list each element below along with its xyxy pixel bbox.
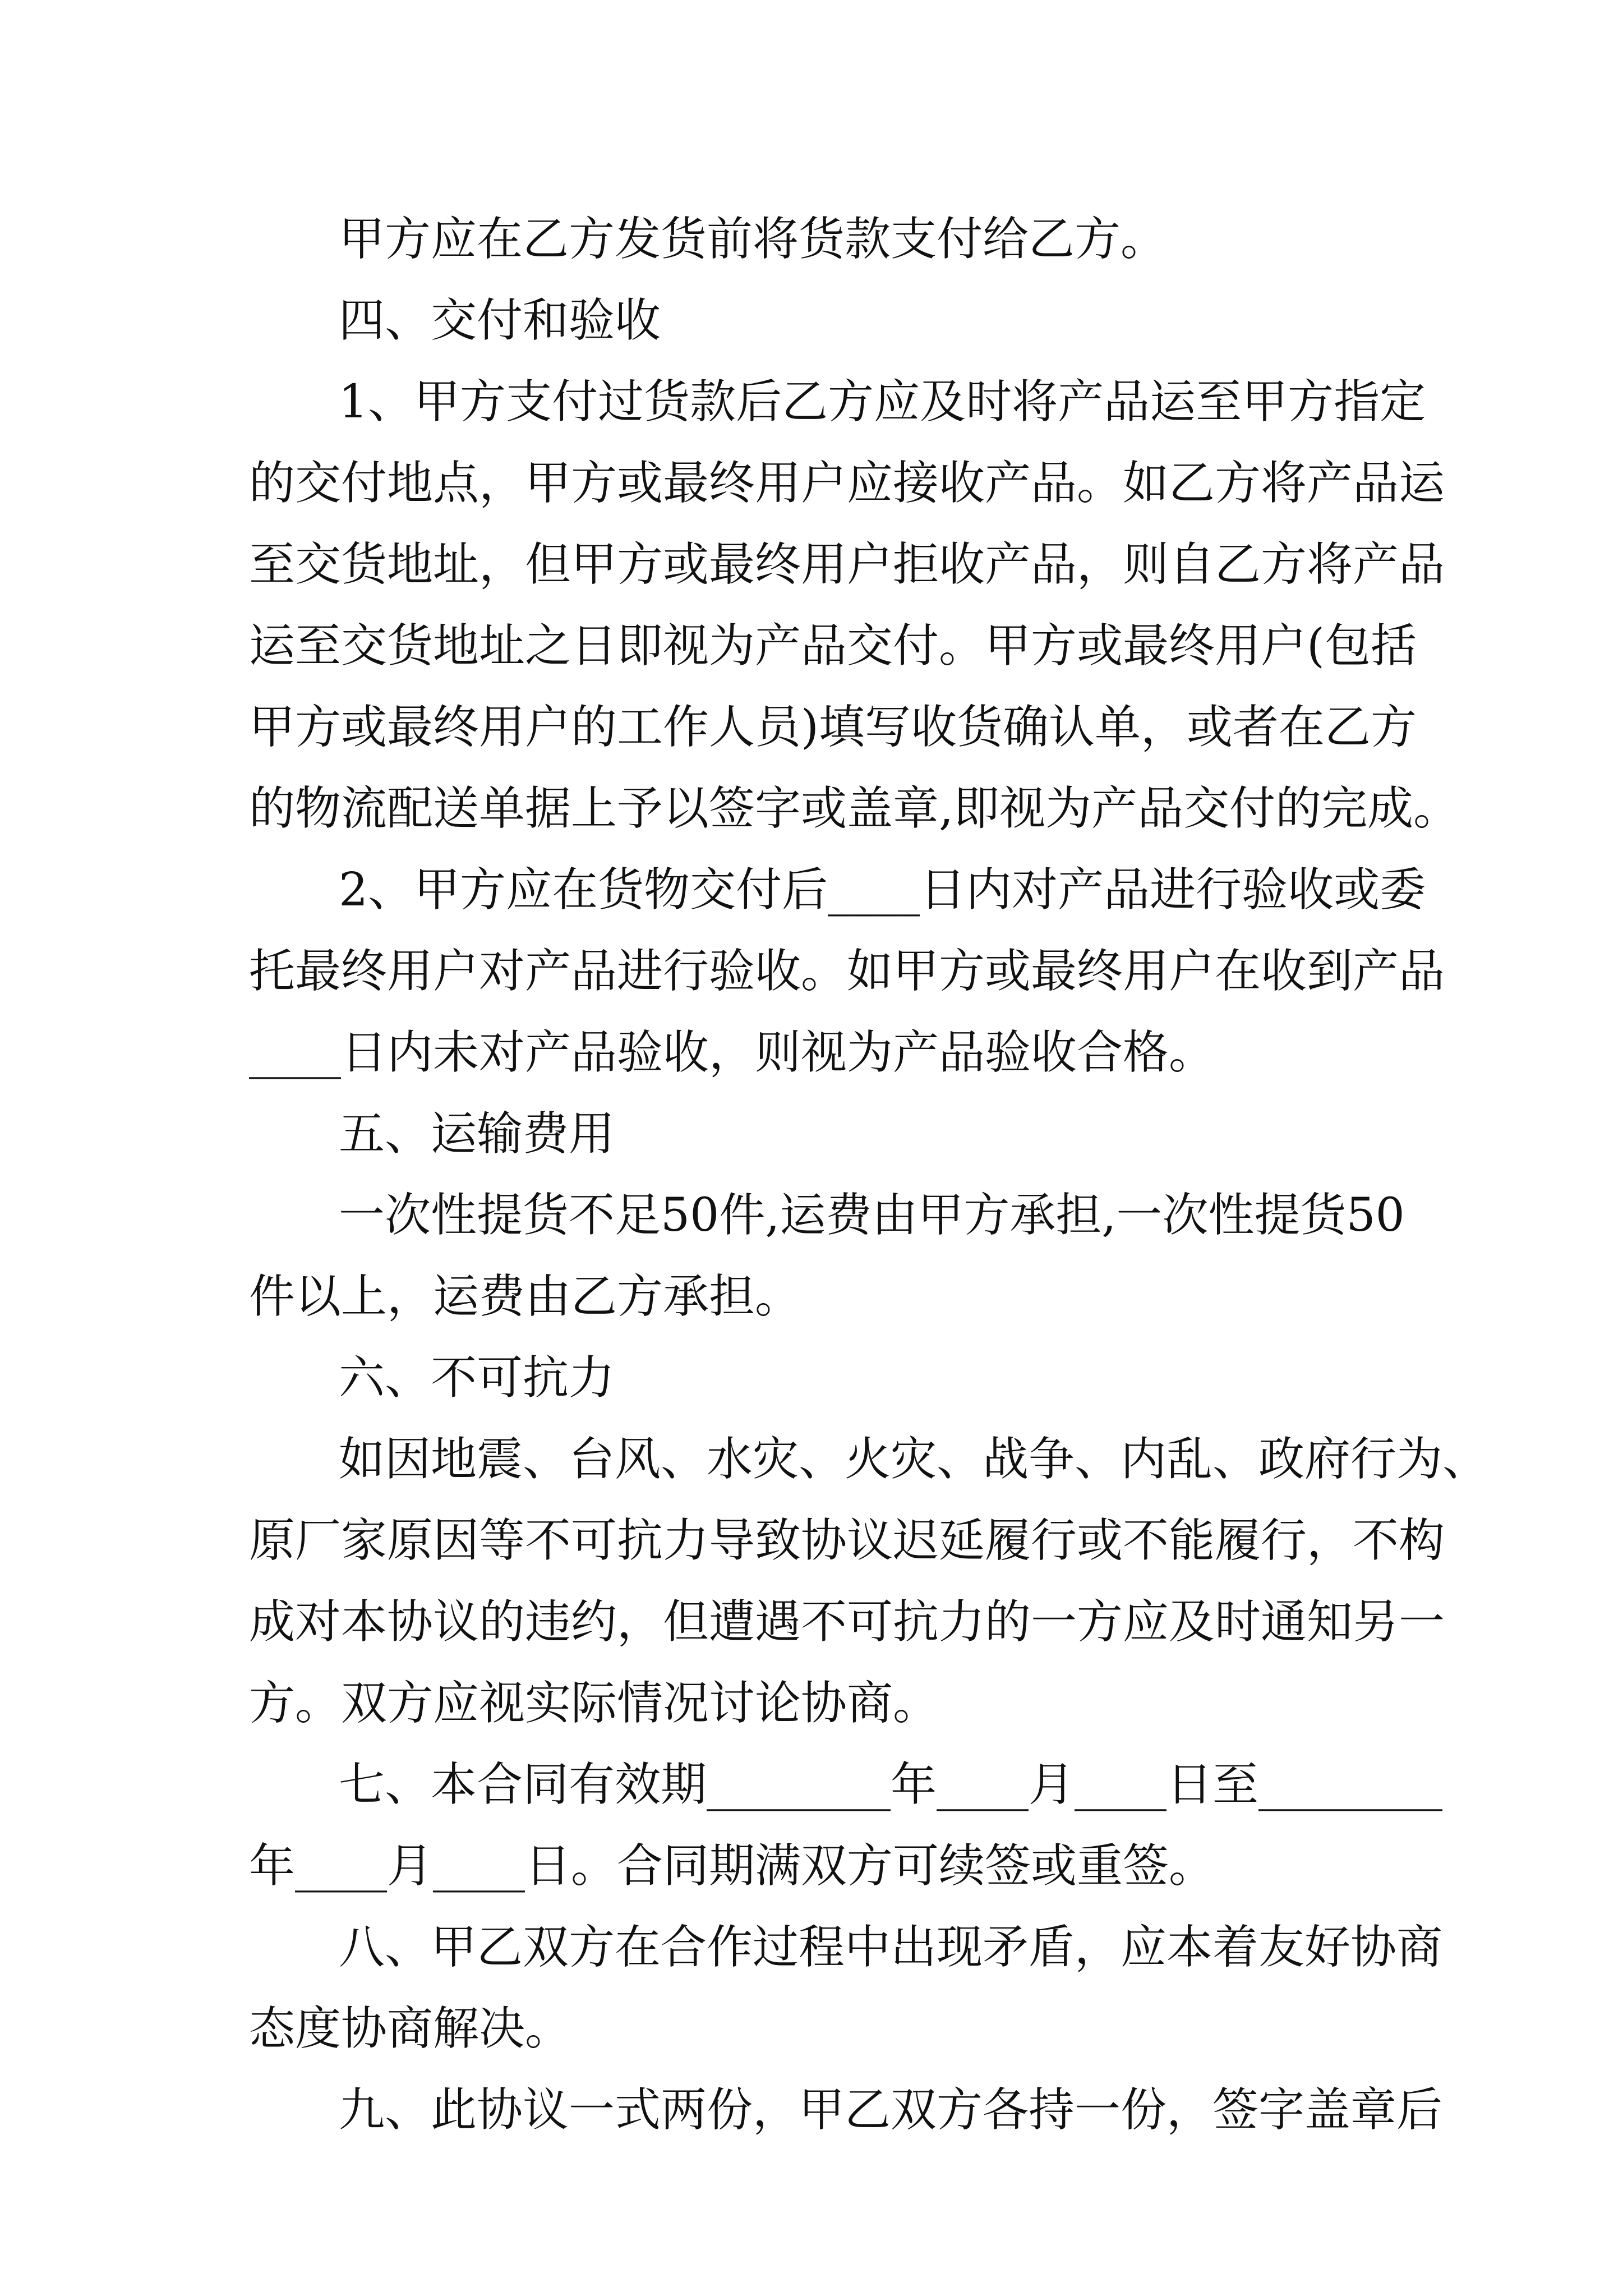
paragraph-line: 方。双方应视实际情况讨论协商。 (249, 1677, 939, 1730)
section-heading: 四、交付和验收 (339, 294, 661, 347)
paragraph-line: 九、此协议一式两份，甲乙双方各持一份，签字盖章后 (339, 2083, 1443, 2137)
paragraph-line: 年____月____日。合同期满双方可续签或重签。 (249, 1839, 1215, 1893)
paragraph-line: 原厂家原因等不可抗力导致协议迟延履行或不能履行，不构 (249, 1514, 1445, 1567)
paragraph-line: 托最终用户对产品进行验收。如甲方或最终用户在收到产品 (249, 945, 1445, 998)
paragraph-line: 甲方应在乙方发货前将货款支付给乙方。 (339, 213, 1167, 266)
paragraph-line: 八、甲乙双方在合作过程中出现矛盾，应本着友好协商 (339, 1921, 1443, 1974)
paragraph-line: 的交付地点，甲方或最终用户应接收产品。如乙方将产品运 (249, 457, 1445, 510)
section-heading: 六、不可抗力 (339, 1351, 615, 1405)
section-heading: 五、运输费用 (339, 1107, 615, 1161)
paragraph-line: 七、本合同有效期________年____月____日至________ (339, 1758, 1443, 1811)
paragraph-line: 态度协商解决。 (249, 2002, 571, 2055)
paragraph-line: 的物流配送单据上予以签字或盖章,即视为产品交付的完成。 (249, 782, 1460, 835)
paragraph-line: 一次性提货不足50件,运费由甲方承担,一次性提货50 (339, 1189, 1405, 1242)
paragraph-line: 1、甲方支付过货款后乙方应及时将产品运至甲方指定 (339, 375, 1426, 429)
paragraph-line: 运至交货地址之日即视为产品交付。甲方或最终用户(包括 (249, 619, 1417, 673)
paragraph-line: 2、甲方应在货物交付后____日内对产品进行验收或委 (339, 863, 1426, 917)
paragraph-line: 甲方或最终用户的工作人员)填写收货确认单，或者在乙方 (249, 701, 1417, 754)
paragraph-line: 件以上，运费由乙方承担。 (249, 1270, 801, 1323)
paragraph-line: 成对本协议的违约，但遭遇不可抗力的一方应及时通知另一 (249, 1595, 1445, 1649)
paragraph-line: ____日内未对产品验收，则视为产品验收合格。 (249, 1026, 1215, 1079)
paragraph-line: 至交货地址，但甲方或最终用户拒收产品，则自乙方将产品 (249, 538, 1445, 591)
paragraph-line: 如因地震、台风、水灾、火灾、战争、内乱、政府行为、 (339, 1433, 1489, 1486)
